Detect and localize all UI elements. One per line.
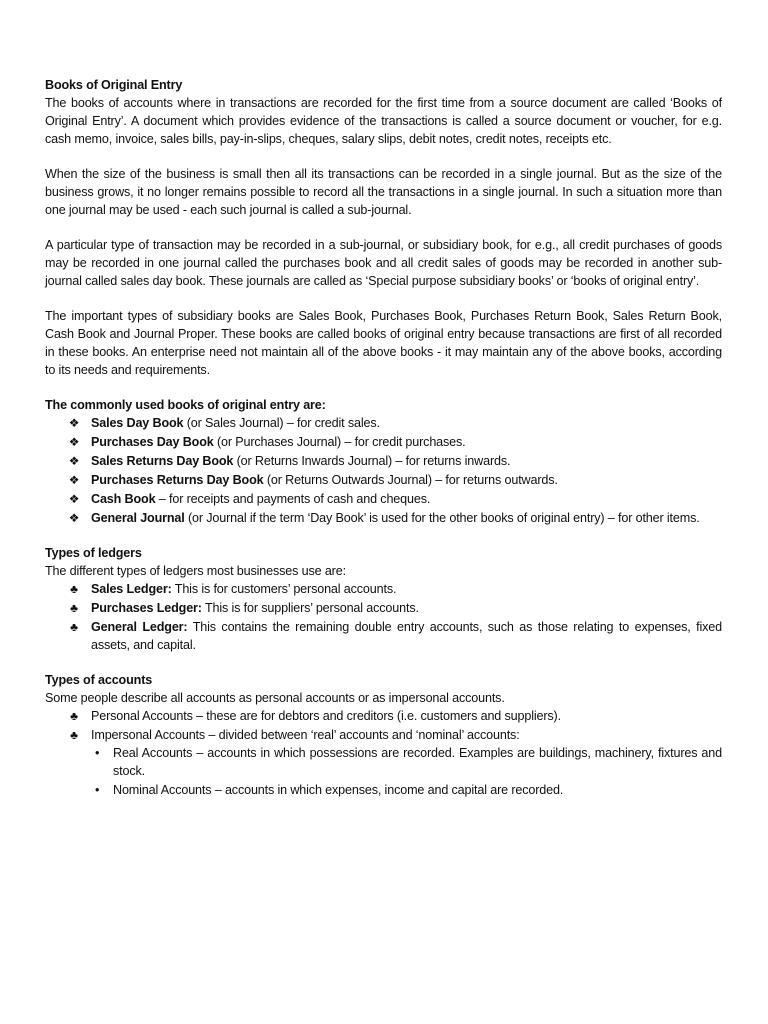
accounts-list xyxy=(45,707,722,799)
diamond-bullet-icon: ❖ xyxy=(68,435,80,449)
diamond-bullet-icon: ❖ xyxy=(68,454,80,468)
list-item: ❖ Purchases Returns Day Book (or Returns Outwards Journal) – for returns outwards. xyxy=(68,473,558,487)
sub-list xyxy=(91,744,722,799)
list-item: ❖ Purchases Day Book (or Purchases Journal) – for credit purchases. xyxy=(68,435,466,449)
paragraph: The important types of subsidiary books are Sales Book, Purchases Book, Purchases Return Book, Sales Return Book, Cash Book and Journal Proper. These books are called books of original entry because transactions are first of all recorded in these books. An enterprise need not maintain all of the above books - it may maintain any of the above books, according to its needs and requirements. xyxy=(45,309,722,377)
accounts-intro: Some people describe all accounts as personal accounts or as impersonal accounts. xyxy=(45,691,505,705)
list-item: ❖ Sales Returns Day Book (or Returns Inwards Journal) – for returns inwards. xyxy=(68,454,511,468)
list-item: ♣ Impersonal Accounts – divided between ‘real’ accounts and ‘nominal’ accounts: • Real Accounts – accounts in which possessions are recorded. Examples are buildings, machinery, fixtures and stock. • Nominal Accounts – accounts in which expenses, income and capital are recorded. xyxy=(45,726,722,799)
list-item: ♣ Sales Ledger: This is for customers’ personal accounts. xyxy=(45,580,722,598)
list-item: ❖ General Journal (or Journal if the term ‘Day Book’ is used for the other books of original entry) – for other items. xyxy=(68,511,700,525)
club-bullet-icon: ♣ xyxy=(70,601,78,615)
diamond-bullet-icon: ❖ xyxy=(68,473,80,487)
paragraph: A particular type of transaction may be recorded in a sub-journal, or subsidiary book, for e.g., all credit purchases of goods may be recorded in one journal called the purchases book and all credit sales of goods may be recorded in another sub-journal called sales day book. These journals are called as ‘Special purpose subsidiary books’ or ‘books of original entry’. xyxy=(45,238,722,288)
club-bullet-icon: ♣ xyxy=(70,728,78,742)
list-item: ❖ Sales Day Book (or Sales Journal) – for credit sales. xyxy=(68,416,380,430)
club-bullet-icon: ♣ xyxy=(70,709,78,723)
heading-common-books: The commonly used books of original entry are: xyxy=(45,398,326,412)
list-item: ♣ Personal Accounts – these are for debtors and creditors (i.e. customers and suppliers). xyxy=(45,707,722,725)
club-bullet-icon: ♣ xyxy=(70,582,78,596)
dot-bullet-icon: • xyxy=(95,746,100,760)
sub-list-item: • Real Accounts – accounts in which possessions are recorded. Examples are buildings, machinery, fixtures and stock. xyxy=(95,746,722,778)
ledgers-list xyxy=(45,580,722,654)
heading-types-of-accounts: Types of accounts xyxy=(45,673,153,687)
diamond-bullet-icon: ❖ xyxy=(68,492,80,506)
sub-list-item: • Nominal Accounts – accounts in which expenses, income and capital are recorded. xyxy=(95,783,564,797)
heading-types-of-ledgers: Types of ledgers xyxy=(45,546,142,560)
list-item: ❖ Cash Book – for receipts and payments of cash and cheques. xyxy=(68,492,431,506)
diamond-bullet-icon: ❖ xyxy=(68,511,80,525)
paragraph: The books of accounts where in transactions are recorded for the first time from a source document are called ‘Books of Original Entry’. A document which provides evidence of the transactions is called a source document or voucher, for e.g. cash memo, invoice, sales bills, pay-in-slips, cheques, salary slips, debit notes, credit notes, receipts etc. xyxy=(45,96,722,146)
section-intro xyxy=(45,76,722,148)
ledgers-intro: The different types of ledgers most businesses use are: xyxy=(45,564,346,578)
list-item: ♣ General Ledger: This contains the remaining double entry accounts, such as those relating to expenses, fixed assets, and capital. xyxy=(45,618,722,654)
list-item: ♣ Purchases Ledger: This is for suppliers’ personal accounts. xyxy=(45,599,722,617)
dot-bullet-icon: • xyxy=(95,783,100,797)
paragraph: When the size of the business is small then all its transactions can be recorded in a single journal. But as the size of the business grows, it no longer remains possible to record all the transactions in a single journal. In such a situation more than one journal may be used - each such journal is called a sub-journal. xyxy=(45,167,722,217)
club-bullet-icon: ♣ xyxy=(70,620,78,634)
books-list xyxy=(45,414,722,527)
heading-books-of-original-entry: Books of Original Entry xyxy=(45,78,183,92)
diamond-bullet-icon: ❖ xyxy=(68,416,80,430)
document-page xyxy=(45,76,722,800)
